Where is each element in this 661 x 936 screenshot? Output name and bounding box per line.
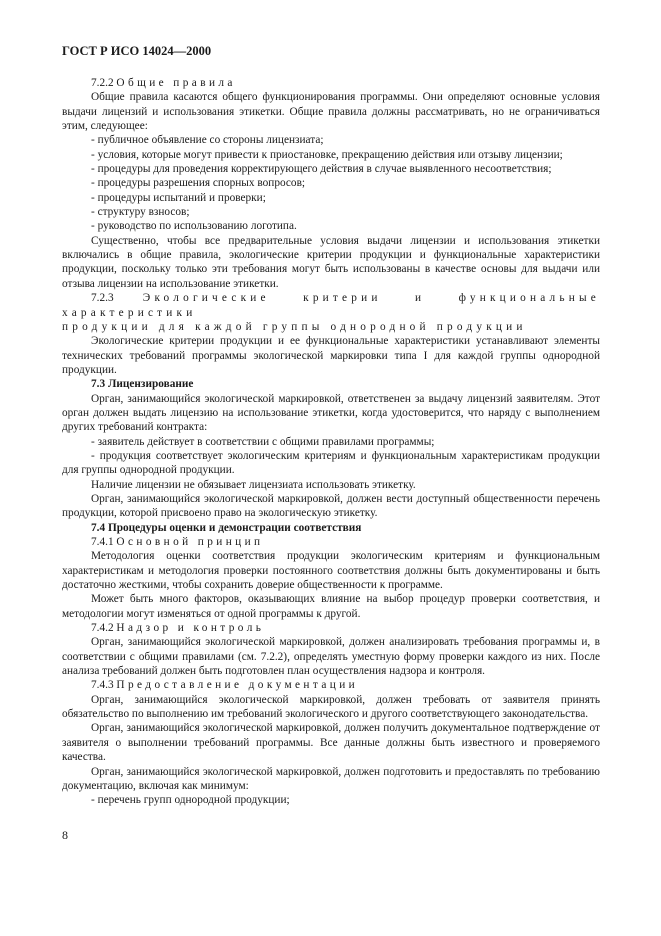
list-item: - продукция соответствует экологическим критериям и функциональным характеристикам продукции для группы однородной продукции.: [62, 449, 600, 477]
list-item: - процедуры испытаний и проверки;: [91, 191, 266, 204]
list-item: - условия, которые могут привести к приостановке, прекращению действия или отзыву лицензии;: [91, 148, 563, 161]
section-heading-7-4-2: 7.4.2 Надзор и контроль: [91, 622, 265, 635]
page-number: 8: [62, 828, 68, 842]
list-item: - заявитель действует в соответствии с общими правилами программы;: [91, 435, 435, 448]
section-heading-7-4-1: 7.4.1 Основной принцип: [91, 536, 264, 548]
paragraph: Методология оценки соответствия продукции экологическим критериям и функциональным характеристикам и методология проверки постоянного соответствия должны быть документированы и быть достаточно жесткими, чтобы сохранить доверие общественности к программе.: [62, 550, 600, 592]
list-item: - руководство по использованию логотипа.: [91, 220, 297, 233]
section-heading-7-2-3: 7.2.3 Экологические критерии и функциональные характеристики: [62, 292, 600, 319]
paragraph: Может быть много факторов, оказывающих влияние на выбор процедур проверки соответствия, и методологии могут изменяться от одной программы к другой.: [62, 593, 600, 620]
paragraph: Экологические критерии продукции и ее функциональные характеристики устанавливают элементы технических требований программы экологической маркировки типа I для каждой группы однородной продукции.: [62, 335, 600, 376]
section-heading-7-2-3-cont: продукции для каждой группы однородной продукции: [62, 320, 527, 333]
document-body: [62, 76, 600, 808]
paragraph: Орган, занимающийся экологической маркировкой, ответственен за выдачу лицензий заявителям. Этот орган должен выдать лицензию на использование этикетки, когда удостоверится, что наряду с выполнением других требований контракта:: [62, 392, 600, 434]
paragraph: Орган, занимающийся экологической маркировкой, должен анализировать требования программы и, в соответствии с общими правилами (см. 7.2.2), определять уместную форму проверки каждого из них. После анализа требований должен быть подготовлен план осуществления надзора и контроля.: [62, 636, 600, 678]
list-item: - публичное объявление со стороны лицензиата;: [91, 134, 324, 147]
paragraph: Орган, занимающийся экологической маркировкой, должен подготовить и предоставлять по требованию документацию, включая как минимум:: [62, 765, 600, 792]
paragraph: Общие правила касаются общего функционирования программы. Они определяют основные условия выдачи лицензий и использования этикетки. Общие правила должны рассматривать, но не ограничиваться этим, следующее:: [62, 91, 600, 133]
document-header: ГОСТ Р ИСО 14024—2000: [62, 44, 212, 58]
section-heading-7-2-2: 7.2.2 Общие правила: [91, 77, 236, 89]
list-item: - процедуры разрешения спорных вопросов;: [91, 177, 306, 190]
paragraph: Орган, занимающийся экологической маркировкой, должен требовать от заявителя принять обязательство по выполнению им требований экологического и другого соответствующего законодательства.: [62, 693, 600, 721]
paragraph: Существенно, чтобы все предварительные условия выдачи лицензии и использования этикетки включались в общие правила, экологические критерии продукции и функциональные характеристики продукции, поскольку только эти требования могут быть использованы в качестве основы для выдачи или отзыва лицензии на использование этикетки.: [62, 234, 600, 290]
paragraph: Орган, занимающийся экологической маркировкой, должен вести доступный общественности перечень продукции, которой присвоено право на экологическую этикетку.: [62, 492, 600, 520]
paragraph: Орган, занимающийся экологической маркировкой, должен получить документальное подтверждение от заявителя о выполнении требований программы. Все данные должны быть известного и проверяемого качества.: [62, 722, 600, 764]
paragraph: Наличие лицензии не обязывает лицензиата использовать этикетку.: [91, 478, 416, 491]
section-heading-7-4: 7.4 Процедуры оценки и демонстрации соответствия: [91, 521, 362, 534]
list-item: - перечень групп однородной продукции;: [91, 794, 290, 807]
section-heading-7-4-3: 7.4.3 Предоставление документации: [91, 679, 359, 692]
list-item: - структуру взносов;: [91, 206, 190, 219]
list-item: - процедуры для проведения корректирующего действия в случае выявленного несоответствия;: [91, 163, 552, 176]
section-heading-7-3: 7.3 Лицензирование: [91, 378, 194, 391]
